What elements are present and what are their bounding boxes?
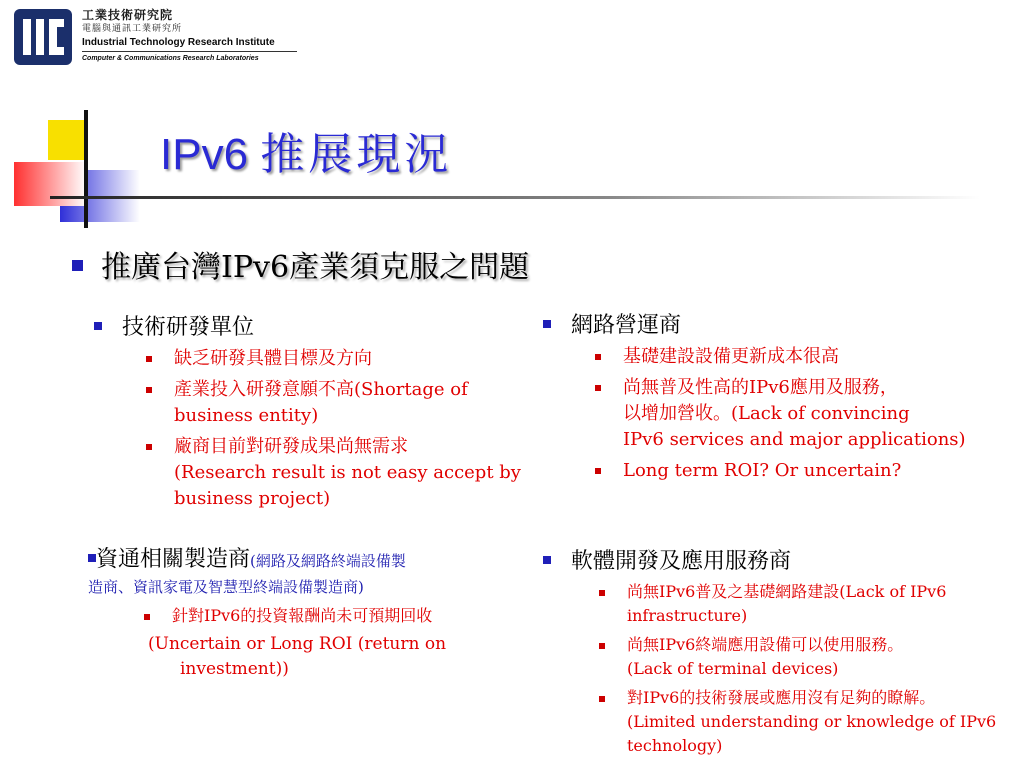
section-title-text: 資通相關製造商 [96,547,251,572]
item-line: business project) [174,488,331,509]
section-title-text: 技術研發單位 [122,315,255,340]
item-line: 以增加營收。(Lack of convincing [623,403,910,424]
item-line: 對IPv6的技術發展或應用沒有足夠的瞭解。 [627,688,936,707]
item-line: 尚無IPv6普及之基礎網路建設(Lack of IPv6 [627,582,947,601]
item-line: (Limited understanding or knowledge of IPv6 [627,712,997,731]
section-desc: (網路及網路終端設備製 [250,552,406,570]
list-item [599,580,1018,628]
list-item [146,377,534,429]
section-software-services [543,544,1018,758]
rd-issue-list [146,346,534,512]
square-bullet-icon [543,320,551,328]
item-line: 尚無普及性高的IPv6應用及服務， [623,377,898,398]
square-bullet-icon [94,322,102,330]
item-line: 廠商目前對研發成果尚無需求 [174,436,408,457]
section-rd-units [94,310,534,512]
section-title-text: 軟體開發及應用服務商 [571,549,792,574]
item-line: 尚無IPv6終端應用設備可以使用服務。 [627,635,904,654]
list-item [595,375,1013,453]
section-ict-manufacturers [88,546,518,682]
item-line: 基礎建設設備更新成本很高 [623,346,839,367]
section-title-text: 網路營運商 [571,313,682,338]
section-desc-cont: 造商、資訊家電及智慧型終端設備製造商) [88,578,364,596]
item-line: 缺乏研發具體目標及方向 [174,348,372,369]
list-item [599,686,1018,758]
item-line: infrastructure) [627,606,748,625]
itri-logo-icon [14,9,72,65]
square-bullet-icon [72,260,83,271]
item-line: Long term ROI? Or uncertain? [623,460,902,481]
list-item [599,633,1018,681]
list-item [146,434,534,512]
section-title [543,308,1013,339]
square-bullet-icon [543,556,551,564]
roi-note-cont: investment)) [180,659,289,679]
logo-name-en: Industrial Technology Research Institute [82,36,297,52]
section-network-operators [543,308,1013,484]
slide-title-prefix: IPv6 [160,130,261,179]
item-line: (Lack of terminal devices) [627,659,839,678]
list-item [144,604,518,628]
main-heading-text: 推廣台灣IPv6產業須克服之問題 [101,250,530,285]
section-title [543,544,1018,575]
logo-lab-en: Computer & Communications Research Laboratories [82,55,259,62]
item-line: (Research result is not easy accept by [174,462,521,483]
item-line: 針對IPv6的投資報酬尚未可預期回收 [172,606,433,625]
logo-name-zh: 工業技術研究院 [82,8,174,22]
logo-lab-zh: 電腦與通訊工業研究所 [82,24,183,34]
item-line: 產業投入研發意願不高(Shortage of [174,379,468,400]
manufacturer-issue-list [144,604,518,628]
item-line: IPv6 services and major applications) [623,429,966,450]
main-heading [72,242,529,286]
section-title [88,546,518,575]
square-bullet-icon [88,554,96,562]
title-decoration [0,100,980,230]
list-item [146,346,534,372]
operator-issue-list [595,344,1013,484]
item-line: technology) [627,736,723,755]
list-item [595,458,1013,484]
slide-title-main: 推展現況 [260,129,453,180]
roi-note: (Uncertain or Long ROI (return on [148,634,447,654]
slide-title [160,118,452,182]
list-item [595,344,1013,370]
item-line: business entity) [174,405,319,426]
itri-logo [14,6,289,64]
software-issue-list [599,580,1018,758]
section-title [94,310,534,341]
